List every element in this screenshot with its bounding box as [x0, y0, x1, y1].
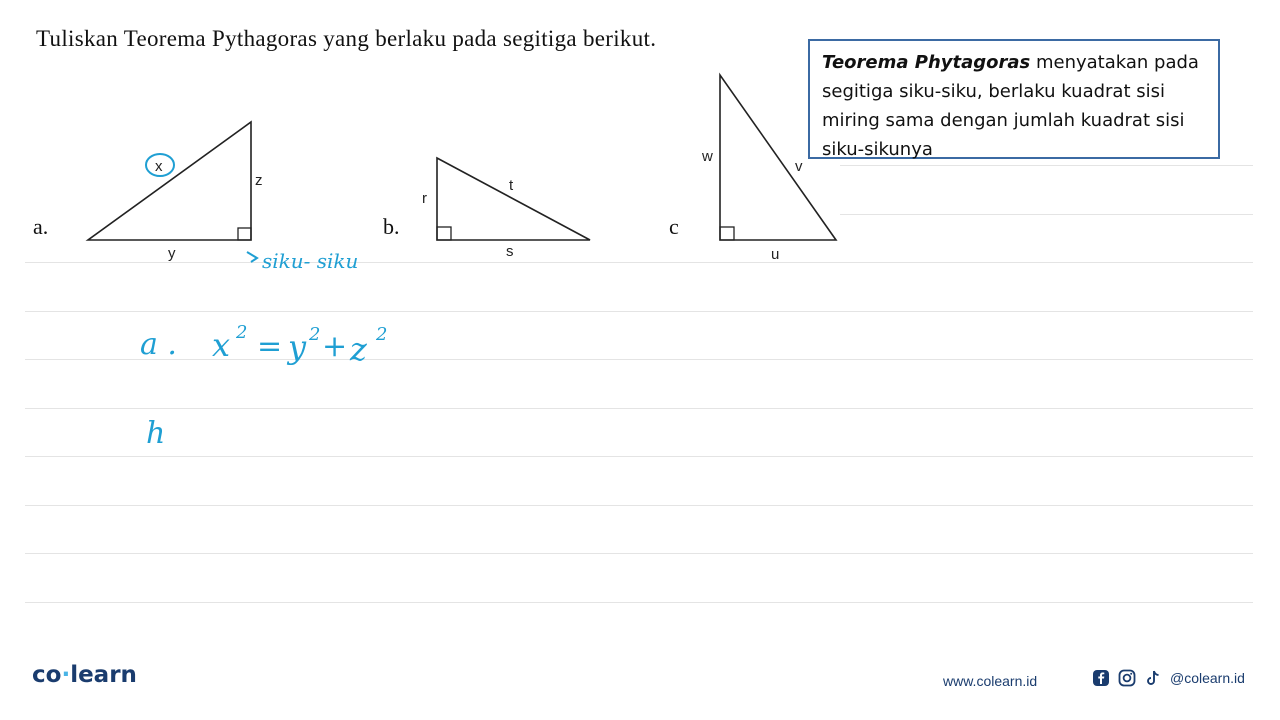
colearn-logo — [32, 662, 137, 688]
eq-x: x — [212, 326, 231, 364]
triangle-a — [33, 122, 263, 262]
theorem-description: menyatakan pada segitiga siku-siku, berlaku kuadrat sisi miring sama dengan jumlah kuadrat sisi siku-sikunya — [822, 52, 1199, 160]
triangle-c — [669, 75, 836, 263]
eq-y: y — [288, 328, 307, 366]
tiktok-icon[interactable] — [1144, 669, 1162, 687]
eq-equals: = — [257, 329, 283, 364]
social-handle[interactable]: @colearn.id — [1170, 670, 1245, 686]
triangle-a-label: a. — [33, 214, 49, 239]
website-link[interactable]: www.colearn.id — [943, 673, 1038, 689]
triangle-b-label: b. — [383, 214, 400, 239]
right-angle-marker — [238, 228, 251, 240]
side-label-y: y — [168, 245, 176, 262]
side-label-u: u — [771, 246, 780, 263]
instagram-icon[interactable] — [1118, 669, 1136, 687]
right-angle-marker — [437, 227, 451, 240]
right-angle-marker — [720, 227, 734, 240]
arrow-annotation — [247, 252, 257, 262]
theorem-term: Teorema Phytagoras — [822, 52, 1031, 73]
eq-exponent: 2 — [236, 322, 248, 343]
side-label-z: z — [255, 172, 263, 189]
annotation-siku-siku: siku- siku — [262, 249, 359, 273]
eq-exponent: 2 — [376, 324, 388, 345]
handwritten-equation — [140, 322, 387, 368]
social-links — [1092, 669, 1245, 687]
answer-b-label: h — [146, 416, 166, 451]
facebook-icon[interactable] — [1092, 669, 1110, 687]
logo-part: co — [32, 662, 62, 688]
side-label-s: s — [506, 243, 514, 260]
logo-dot: · — [61, 662, 71, 688]
eq-exponent: 2 — [309, 324, 321, 345]
question-text: Tuliskan Teorema Pythagoras yang berlaku pada segitiga berikut. — [36, 26, 657, 51]
triangle-c-label: c — [669, 214, 679, 239]
side-label-t: t — [509, 177, 514, 194]
side-label-v: v — [795, 158, 803, 175]
eq-plus: + — [322, 329, 348, 364]
answer-a-label: a . — [140, 327, 177, 362]
side-label-x: x — [155, 158, 163, 175]
triangle-b — [383, 158, 590, 260]
logo-part: learn — [70, 662, 137, 688]
side-label-w: w — [702, 148, 713, 165]
eq-z: z — [350, 330, 367, 368]
side-label-r: r — [422, 190, 427, 207]
